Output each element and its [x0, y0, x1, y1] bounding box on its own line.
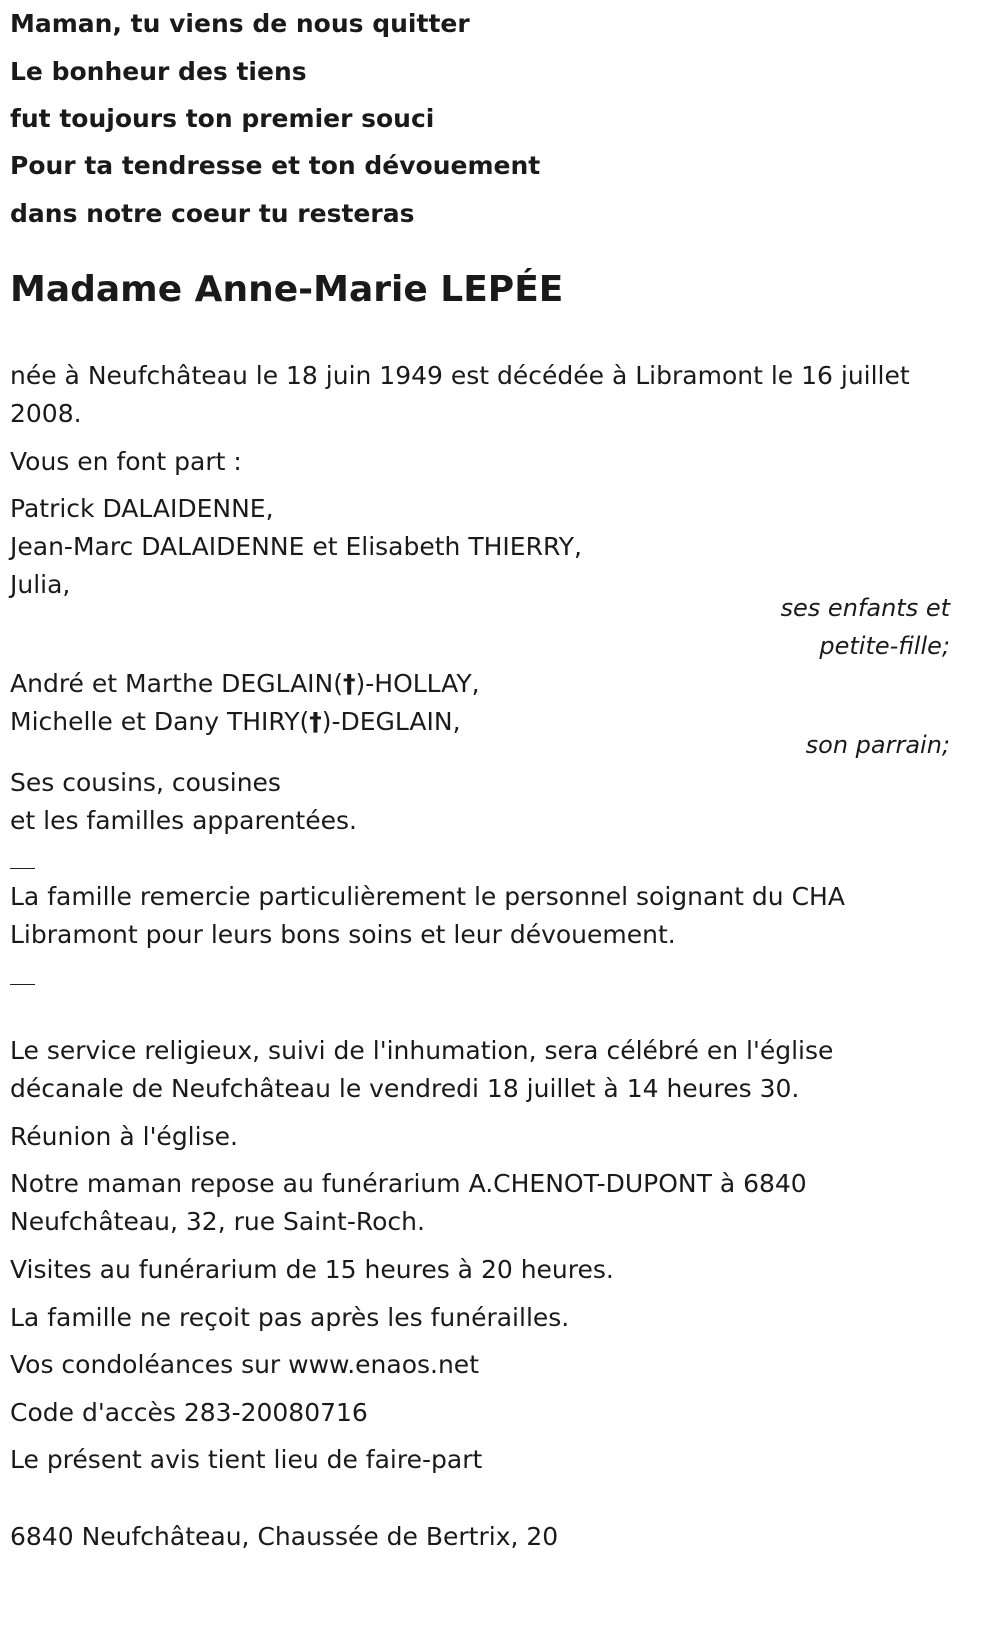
notice-text: Le présent avis tient lieu de faire-part	[10, 1445, 483, 1474]
child-1: Patrick DALAIDENNE,	[10, 494, 274, 523]
birth-death-line-1: née à Neufchâteau le 18 juin 1949 est décédée à Libramont le 16 juillet	[10, 361, 910, 390]
birth-death-line-2: 2008.	[10, 399, 82, 428]
separator	[10, 868, 35, 869]
godparent-line-2: Michelle et Dany THIRY(†)-DEGLAIN,	[10, 707, 461, 736]
relatives-line-2: et les familles apparentées.	[10, 806, 357, 835]
poem-line-1: Maman, tu viens de nous quitter	[10, 9, 470, 38]
no-reception-text: La famille ne reçoit pas après les funérailles.	[10, 1303, 570, 1332]
child-2: Jean-Marc DALAIDENNE et Elisabeth THIERRY,	[10, 532, 582, 561]
meeting-text: Réunion à l'église.	[10, 1122, 238, 1151]
poem-line-4: Pour ta tendresse et ton dévouement	[10, 151, 541, 180]
visits-text: Visites au funérarium de 15 heures à 20 heures.	[10, 1255, 614, 1284]
grandchild: Julia,	[10, 570, 71, 599]
children-role-line-1: ses enfants et	[780, 594, 950, 622]
godparent-line-1: André et Marthe DEGLAIN(†)-HOLLAY,	[10, 669, 480, 698]
service-line-1: Le service religieux, suivi de l'inhumation, sera célébré en l'église	[10, 1036, 834, 1065]
godparents-role: son parrain;	[805, 731, 950, 759]
address-text: 6840 Neufchâteau, Chaussée de Bertrix, 20	[10, 1522, 559, 1551]
cross-icon: †	[309, 707, 322, 736]
poem-line-5: dans notre coeur tu resteras	[10, 199, 415, 228]
children-role-line-2: petite-fille;	[819, 632, 950, 660]
poem-line-3: fut toujours ton premier souci	[10, 104, 435, 133]
access-code-text: Code d'accès 283-20080716	[10, 1398, 368, 1427]
relatives-line-1: Ses cousins, cousines	[10, 768, 281, 797]
thanks-line-1: La famille remercie particulièrement le personnel soignant du CHA	[10, 882, 845, 911]
cross-icon: †	[343, 669, 356, 698]
funeral-home-line-2: Neufchâteau, 32, rue Saint-Roch.	[10, 1207, 425, 1236]
thanks-line-2: Libramont pour leurs bons soins et leur dévouement.	[10, 920, 676, 949]
funeral-home-line-1: Notre maman repose au funérarium A.CHENOT-DUPONT à 6840	[10, 1169, 807, 1198]
announce-text: Vous en font part :	[10, 447, 242, 476]
separator	[10, 984, 35, 985]
poem-line-2: Le bonheur des tiens	[10, 57, 307, 86]
condolences-text: Vos condoléances sur www.enaos.net	[10, 1350, 479, 1379]
deceased-name: Madame Anne-Marie LEPÉE	[10, 269, 564, 310]
service-line-2: décanale de Neufchâteau le vendredi 18 juillet à 14 heures 30.	[10, 1074, 800, 1103]
